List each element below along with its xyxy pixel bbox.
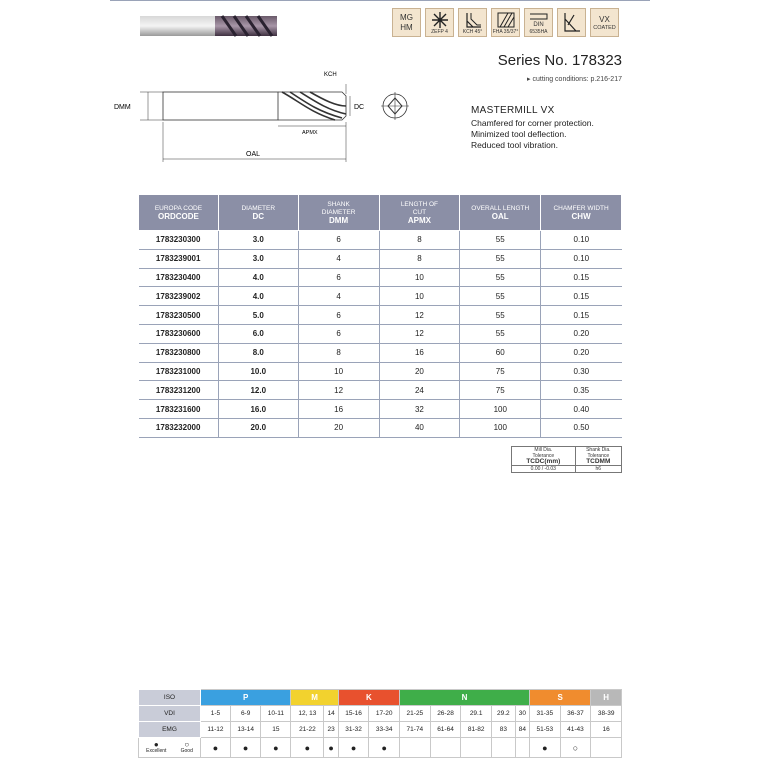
- emg-cell: 16: [591, 722, 622, 738]
- apmx-cell: 10: [379, 268, 460, 287]
- chw-cell: 0.30: [541, 362, 622, 381]
- vdi-cell: 15-16: [338, 706, 369, 722]
- helix-angle-icon: FHA 35/37°: [491, 8, 520, 37]
- shank-dia-tolerance-value: h6: [575, 466, 621, 473]
- apmx-cell: 8: [379, 249, 460, 268]
- material-table: [138, 689, 622, 758]
- chw-cell: 0.10: [541, 249, 622, 268]
- series-title: Series No. 178323: [497, 52, 622, 69]
- vdi-cell: 30: [515, 706, 529, 722]
- chw-cell: 0.20: [541, 324, 622, 343]
- vdi-label: VDI: [139, 706, 201, 722]
- table-row: [139, 400, 622, 419]
- rating-cell: [491, 738, 515, 758]
- dc-cell: 6.0: [218, 324, 298, 343]
- rating-cell: ○: [560, 738, 591, 758]
- dmm-cell: 6: [298, 324, 379, 343]
- vdi-cell: 26-28: [430, 706, 461, 722]
- emg-cell: 83: [491, 722, 515, 738]
- col-dmm: SHANK DIAMETER DMM: [298, 195, 379, 231]
- dmm-cell: 16: [298, 400, 379, 419]
- table-row: [139, 381, 622, 400]
- dc-cell: 3.0: [218, 249, 298, 268]
- dc-cell: 20.0: [218, 418, 298, 437]
- product-name: MASTERMILL VX: [471, 105, 555, 116]
- vdi-cell: 36-37: [560, 706, 591, 722]
- cutting-conditions-link[interactable]: ▸ cutting conditions: p.216-217: [527, 76, 622, 83]
- iso-group-s: S: [530, 690, 591, 706]
- oal-cell: 55: [460, 268, 541, 287]
- emg-cell: 51-53: [530, 722, 561, 738]
- mill-dia-tolerance-value: 0.00 / -0.03: [512, 466, 576, 473]
- product-description: [471, 105, 594, 151]
- shank-dia-tolerance-header: Shank Dia. Tolerance TCDMM: [575, 447, 621, 466]
- vdi-cell: 6-9: [230, 706, 261, 722]
- oal-cell: 55: [460, 231, 541, 250]
- kch-label: KCH: [324, 72, 337, 78]
- din-shank-icon: [524, 8, 553, 37]
- ordcode-cell: 1783230300: [139, 231, 219, 250]
- iso-group-h: H: [591, 690, 622, 706]
- table-row: [139, 343, 622, 362]
- apmx-cell: 10: [379, 287, 460, 306]
- table-row: [139, 287, 622, 306]
- iso-group-n: N: [400, 690, 530, 706]
- dmm-cell: 4: [298, 249, 379, 268]
- feature-line: Minimized tool deflection.: [471, 129, 567, 139]
- apmx-cell: 24: [379, 381, 460, 400]
- rating-cell: [400, 738, 431, 758]
- feature-line: Chamfered for corner protection.: [471, 118, 594, 128]
- tolerance-icon: [557, 8, 586, 37]
- emg-cell: 61-64: [430, 722, 461, 738]
- chw-cell: 0.20: [541, 343, 622, 362]
- ordcode-cell: 1783230600: [139, 324, 219, 343]
- apmx-cell: 32: [379, 400, 460, 419]
- tolerance-table: [511, 446, 622, 473]
- dmm-label: DMM: [114, 104, 131, 111]
- vx-coated-icon: VX COATED: [590, 8, 619, 37]
- oal-cell: 75: [460, 381, 541, 400]
- chamfer-icon: KCH 45°: [458, 8, 487, 37]
- apmx-cell: 12: [379, 306, 460, 325]
- emg-cell: 13-14: [230, 722, 261, 738]
- emg-label: EMG: [139, 722, 201, 738]
- dc-cell: 4.0: [218, 287, 298, 306]
- emg-cell: 71-74: [400, 722, 431, 738]
- ordcode-cell: 1783232000: [139, 418, 219, 437]
- col-ordcode: EUROPA CODE ORDCODE: [139, 195, 219, 231]
- vdi-cell: 29.1: [461, 706, 492, 722]
- emg-cell: 11-12: [201, 722, 231, 738]
- rating-cell: ●: [338, 738, 369, 758]
- iso-label: ISO: [139, 690, 201, 706]
- spec-table-header: [139, 195, 622, 231]
- chw-cell: 0.15: [541, 306, 622, 325]
- vdi-cell: 10-11: [261, 706, 291, 722]
- vdi-cell: 12, 13: [291, 706, 324, 722]
- col-apmx: LENGTH OF CUT APMX: [379, 195, 460, 231]
- vdi-cell: 29.2: [491, 706, 515, 722]
- ordcode-cell: 1783230800: [139, 343, 219, 362]
- dmm-cell: 4: [298, 287, 379, 306]
- table-row: [139, 249, 622, 268]
- vdi-cell: 38-39: [591, 706, 622, 722]
- property-icons: [392, 8, 619, 37]
- rating-cell: [591, 738, 622, 758]
- material-mg-hm-icon: MG HM: [392, 8, 421, 37]
- dc-cell: 8.0: [218, 343, 298, 362]
- oal-cell: 60: [460, 343, 541, 362]
- vdi-cell: 31-35: [530, 706, 561, 722]
- col-oal: OVERALL LENGTH OAL: [460, 195, 541, 231]
- rating-cell: ●: [201, 738, 231, 758]
- iso-group-m: M: [291, 690, 338, 706]
- dc-label: DC: [354, 104, 365, 111]
- ordcode-cell: 1783231000: [139, 362, 219, 381]
- dc-cell: 3.0: [218, 231, 298, 250]
- flutes-icon: ZEFP 4: [425, 8, 454, 37]
- table-row: [139, 268, 622, 287]
- table-row: [139, 418, 622, 437]
- legend-good: ○ Good: [180, 739, 193, 754]
- feature-line: Reduced tool vibration.: [471, 140, 558, 150]
- dc-cell: 16.0: [218, 400, 298, 419]
- dmm-cell: 20: [298, 418, 379, 437]
- chw-cell: 0.50: [541, 418, 622, 437]
- dc-cell: 4.0: [218, 268, 298, 287]
- oal-cell: 75: [460, 362, 541, 381]
- vdi-cell: 14: [324, 706, 338, 722]
- apmx-label: APMX: [302, 130, 318, 136]
- chw-cell: 0.15: [541, 287, 622, 306]
- dc-cell: 12.0: [218, 381, 298, 400]
- table-row: [139, 306, 622, 325]
- dc-cell: 10.0: [218, 362, 298, 381]
- chw-cell: 0.15: [541, 268, 622, 287]
- dmm-cell: 6: [298, 306, 379, 325]
- iso-group-p: P: [201, 690, 291, 706]
- rating-cell: ●: [530, 738, 561, 758]
- rating-cell: [515, 738, 529, 758]
- apmx-cell: 8: [379, 231, 460, 250]
- chw-cell: 0.40: [541, 400, 622, 419]
- tool-diagram: [110, 62, 440, 172]
- chw-cell: 0.10: [541, 231, 622, 250]
- oal-cell: 100: [460, 418, 541, 437]
- legend-excellent: ● Excellent: [146, 739, 167, 754]
- table-row: [139, 362, 622, 381]
- dmm-cell: 12: [298, 381, 379, 400]
- rating-cell: ●: [291, 738, 324, 758]
- chw-cell: 0.35: [541, 381, 622, 400]
- emg-cell: 84: [515, 722, 529, 738]
- emg-cell: 15: [261, 722, 291, 738]
- oal-cell: 55: [460, 287, 541, 306]
- emg-cell: 81-82: [461, 722, 492, 738]
- emg-cell: 23: [324, 722, 338, 738]
- ordcode-cell: 1783239002: [139, 287, 219, 306]
- ordcode-cell: 1783230500: [139, 306, 219, 325]
- emg-cell: 31-32: [338, 722, 369, 738]
- vdi-cell: 17-20: [369, 706, 400, 722]
- vdi-cell: 1-5: [201, 706, 231, 722]
- dc-cell: 5.0: [218, 306, 298, 325]
- rating-cell: ●: [324, 738, 338, 758]
- spec-table: [138, 194, 622, 438]
- din-label: DIN: [533, 22, 544, 28]
- top-rule: [110, 0, 650, 1]
- rating-cell: ●: [369, 738, 400, 758]
- dmm-cell: 6: [298, 231, 379, 250]
- apmx-cell: 40: [379, 418, 460, 437]
- din-code: 6535HA: [529, 29, 548, 35]
- dmm-cell: 10: [298, 362, 379, 381]
- rating-cell: [430, 738, 461, 758]
- rating-cell: [461, 738, 492, 758]
- mill-dia-tolerance-header: Mill Dia. Tolerance TCDC(mm): [512, 447, 576, 466]
- col-chw: CHAMFER WIDTH CHW: [541, 195, 622, 231]
- tool-photo: [140, 14, 280, 38]
- rating-cell: ●: [230, 738, 261, 758]
- oal-cell: 55: [460, 306, 541, 325]
- rating-cell: ●: [261, 738, 291, 758]
- iso-group-k: K: [338, 690, 399, 706]
- ordcode-cell: 1783231200: [139, 381, 219, 400]
- emg-cell: 41-43: [560, 722, 591, 738]
- vdi-cell: 21-25: [400, 706, 431, 722]
- emg-cell: 33-34: [369, 722, 400, 738]
- oal-cell: 100: [460, 400, 541, 419]
- rating-legend: [139, 738, 201, 758]
- ordcode-cell: 1783230400: [139, 268, 219, 287]
- col-dc: DIAMETER DC: [218, 195, 298, 231]
- ordcode-cell: 1783231600: [139, 400, 219, 419]
- apmx-cell: 20: [379, 362, 460, 381]
- table-row: [139, 231, 622, 250]
- oal-cell: 55: [460, 249, 541, 268]
- dmm-cell: 6: [298, 268, 379, 287]
- ordcode-cell: 1783239001: [139, 249, 219, 268]
- table-row: [139, 324, 622, 343]
- apmx-cell: 16: [379, 343, 460, 362]
- emg-cell: 21-22: [291, 722, 324, 738]
- oal-label: OAL: [246, 151, 261, 158]
- apmx-cell: 12: [379, 324, 460, 343]
- dmm-cell: 8: [298, 343, 379, 362]
- oal-cell: 55: [460, 324, 541, 343]
